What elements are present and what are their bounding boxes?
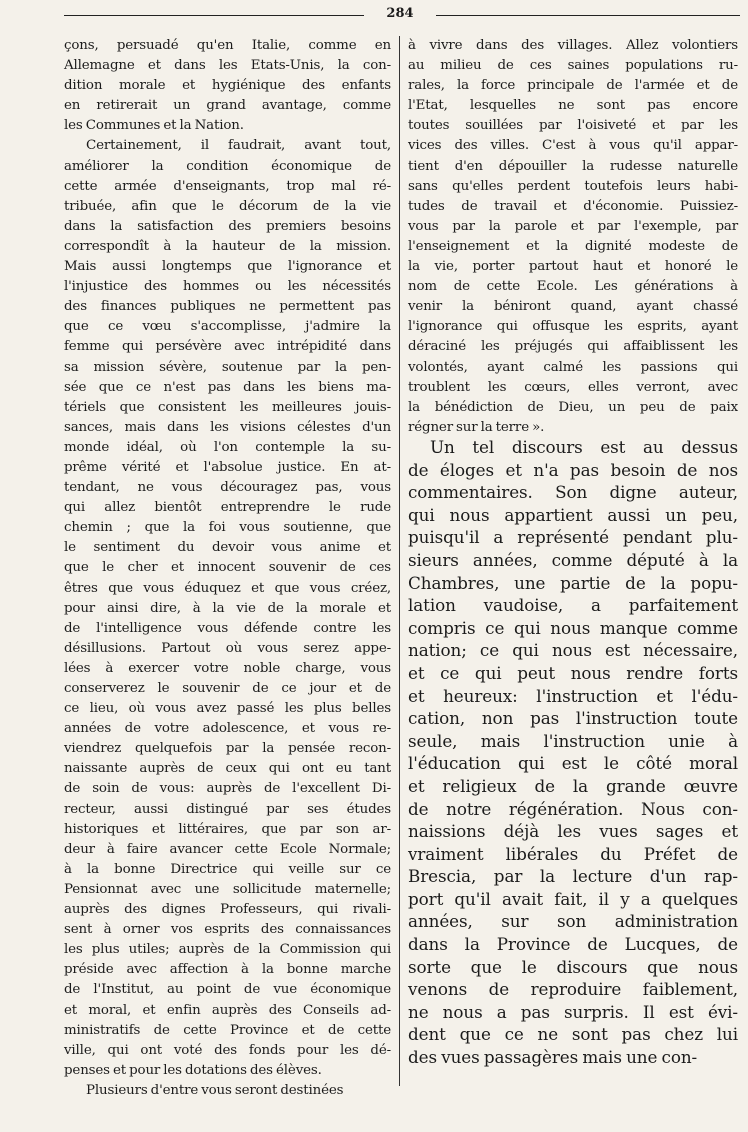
text-line: ville, qui ont voté des fonds pour les dé- (64, 1042, 391, 1058)
text-line: êtres que vous éduquez et que vous créez, (64, 580, 391, 596)
text-line: régner sur la terre ». (408, 419, 545, 435)
text-line: et religieux de la grande œuvre (408, 775, 738, 796)
text-line: qui nous appartient aussi un peu, (408, 504, 738, 525)
text-line: dition morale et hygiénique des enfants (64, 78, 391, 94)
text-line: femme qui persévère avec intrépidité dans (64, 339, 391, 355)
text-line: naissante auprès de ceux qui ont eu tant (64, 761, 391, 777)
text-line: à vivre dans des villages. Allez volontiers (408, 38, 738, 53)
text-line: Certainement, il faudrait, avant tout, (86, 138, 391, 154)
text-line: de soin de vous: auprès de l'excellent Di- (64, 781, 391, 797)
text-line: historiques et littéraires, que par son ar- (64, 821, 391, 837)
header-rule-right (436, 15, 740, 16)
text-line: venir la béniront quand, ayant chassé (408, 299, 738, 315)
right-column-text (408, 36, 738, 438)
text-line: au milieu de ces saines populations ru- (408, 58, 738, 74)
text-line: dans la satisfaction des premiers besoins (64, 218, 391, 234)
text-line: de l'Institut, au point de vue économique (64, 982, 391, 998)
text-line: volontés, ayant calmé les passions qui (408, 359, 738, 375)
text-line: lation vaudoise, a parfaitement (408, 595, 738, 616)
header-rule-left (64, 15, 364, 16)
text-line: nation; ce qui nous est nécessaire, (408, 640, 738, 661)
text-line: des vues passagères mais une con- (408, 1047, 698, 1068)
text-line: des finances publiques ne permettent pas (64, 299, 391, 315)
text-line: commentaires. Son digne auteur, (408, 482, 738, 503)
text-line: penses et pour les dotations des élèves. (64, 1062, 322, 1078)
text-line: Allemagne et dans les Etats-Unis, la con- (64, 58, 391, 74)
text-line: désillusions. Partout où vous serez appe- (64, 640, 391, 656)
text-line: à la bonne Directrice qui veille sur ce (64, 861, 391, 877)
text-line: l'Etat, lesquelles ne sont pas encore (408, 98, 738, 114)
column-divider (399, 36, 400, 1086)
text-line: et ce qui peut nous rendre forts (408, 662, 738, 683)
text-line: tribuée, afin que le décorum de la vie (64, 198, 391, 214)
text-line: Chambres, une partie de la popu- (408, 572, 738, 593)
text-line: sorte que le discours que nous (408, 956, 738, 977)
text-line: sent à orner vos esprits des connaissances (64, 922, 391, 938)
text-line: vices des villes. C'est à vous qu'il appar- (408, 138, 738, 154)
text-line: venons de reproduire faiblement, (408, 979, 738, 1000)
text-line: sances, mais dans les visions célestes d'un (64, 419, 391, 435)
text-line: tériels que consistent les meilleures jouis- (64, 399, 391, 415)
text-line: ce lieu, où vous avez passé les plus belles (64, 701, 391, 717)
text-line: tient d'en dépouiller la rudesse naturelle (408, 158, 738, 174)
text-line: puisqu'il a représenté pendant plu- (408, 527, 738, 548)
text-line: années de votre adolescence, et vous re- (64, 721, 391, 737)
text-line: monde idéal, où l'on contemple la su- (64, 439, 391, 455)
text-line: prême vérité et l'absolue justice. En at- (64, 459, 391, 475)
text-line: correspondît à la hauteur de la mission. (64, 238, 391, 254)
text-line: années, sur son administration (408, 911, 738, 932)
text-line: Plusieurs d'entre vous seront destinées (86, 1082, 344, 1098)
text-line: chemin ; que la foi vous soutienne, que (64, 520, 391, 536)
text-line: tendant, ne vous découragez pas, vous (64, 480, 391, 496)
text-line: tudes de travail et d'économie. Puissiez- (408, 198, 738, 214)
text-line: déraciné les préjugés qui affaiblissent les (408, 339, 738, 355)
text-line: l'ignorance qui offusque les esprits, ayant (408, 319, 738, 335)
text-line: et heureux: l'instruction et l'édu- (408, 685, 738, 706)
text-line: en retirerait un grand avantage, comme (64, 98, 391, 114)
text-line: nom de cette Ecole. Les générations à (408, 279, 738, 295)
text-line: sans qu'elles perdent toutefois leurs habi- (408, 178, 738, 194)
text-line: çons, persuadé qu'en Italie, comme en (64, 38, 391, 53)
text-line: ne nous a pas surpris. Il est évi- (408, 1001, 738, 1022)
text-line: vraiment libérales du Préfet de (408, 843, 738, 864)
text-line: seule, mais l'instruction unie à (408, 730, 738, 751)
text-line: Un tel discours est au dessus (430, 437, 738, 457)
text-line: de l'intelligence vous défende contre les (64, 620, 391, 636)
text-line: qui allez bientôt entreprendre le rude (64, 500, 391, 516)
text-line: que ce vœu s'accomplisse, j'admire la (64, 319, 391, 335)
page-number: 284 (386, 6, 414, 21)
text-line: vous par la parole et par l'exemple, par (408, 218, 738, 234)
text-line: deur à faire avancer cette Ecole Normale; (64, 841, 391, 857)
text-line: cette armée d'enseignants, trop mal ré- (64, 178, 391, 194)
text-line: toutes souillées par l'oisiveté et par les (408, 118, 738, 134)
text-line: cation, non pas l'instruction toute (408, 708, 738, 729)
text-line: rales, la force principale de l'armée et de (408, 78, 738, 94)
text-line: Pensionnat avec une sollicitude maternelle; (64, 881, 391, 897)
page-header (64, 6, 740, 22)
text-line: viendrez quelquefois par la pensée recon- (64, 741, 391, 757)
text-line: auprès des dignes Professeurs, qui rivali- (64, 902, 391, 918)
text-line: sée que ce n'est pas dans les biens ma- (64, 379, 391, 395)
text-line: troublent les cœurs, elles verront, avec (408, 379, 738, 395)
text-line: l'injustice des hommes ou les nécessités (64, 279, 391, 295)
text-line: port qu'il avait fait, il y a quelques (408, 888, 738, 909)
text-line: et moral, et enfin auprès des Conseils ad- (64, 1002, 391, 1018)
text-line: dans la Province de Lucques, de (408, 934, 738, 955)
text-line: conserverez le souvenir de ce jour et de (64, 681, 391, 696)
text-line: dent que ce ne sont pas chez lui (408, 1024, 738, 1045)
text-line: le sentiment du devoir vous anime et (64, 540, 391, 556)
text-line: de éloges et n'a pas besoin de nos (408, 459, 738, 480)
text-line: recteur, aussi distingué par ses études (64, 801, 391, 817)
text-line: de notre régénération. Nous con- (408, 798, 738, 819)
text-line: Brescia, par la lecture d'un rap- (408, 866, 738, 887)
text-line: améliorer la condition économique de (64, 158, 391, 174)
text-line: sieurs années, comme député à la (408, 549, 738, 570)
text-line: préside avec affection à la bonne marche (64, 962, 391, 978)
text-line: la vie, porter partout haut et honoré le (408, 259, 738, 275)
editorial-commentary (408, 436, 738, 1069)
text-line: Mais aussi longtemps que l'ignorance et (64, 259, 391, 275)
text-line: les Communes et la Nation. (64, 118, 244, 134)
text-line: compris ce qui nous manque comme (408, 617, 738, 638)
text-line: l'enseignement et la dignité modeste de (408, 238, 738, 254)
text-line: ministratifs de cette Province et de cette (64, 1022, 391, 1038)
text-line: pour ainsi dire, à la vie de la morale et (64, 600, 391, 616)
text-line: naissions déjà les vues sages et (408, 821, 738, 842)
text-line: les plus utiles; auprès de la Commission qui (64, 942, 391, 958)
text-line: sa mission sévère, soutenue par la pen- (64, 359, 391, 375)
text-line: que le cher et innocent souvenir de ces (64, 560, 391, 576)
text-line: lées à exercer votre noble charge, vous (64, 660, 391, 676)
left-column-text (64, 36, 391, 1101)
text-line: la bénédiction de Dieu, un peu de paix (408, 399, 738, 415)
text-line: l'éducation qui est le côté moral (408, 753, 738, 774)
